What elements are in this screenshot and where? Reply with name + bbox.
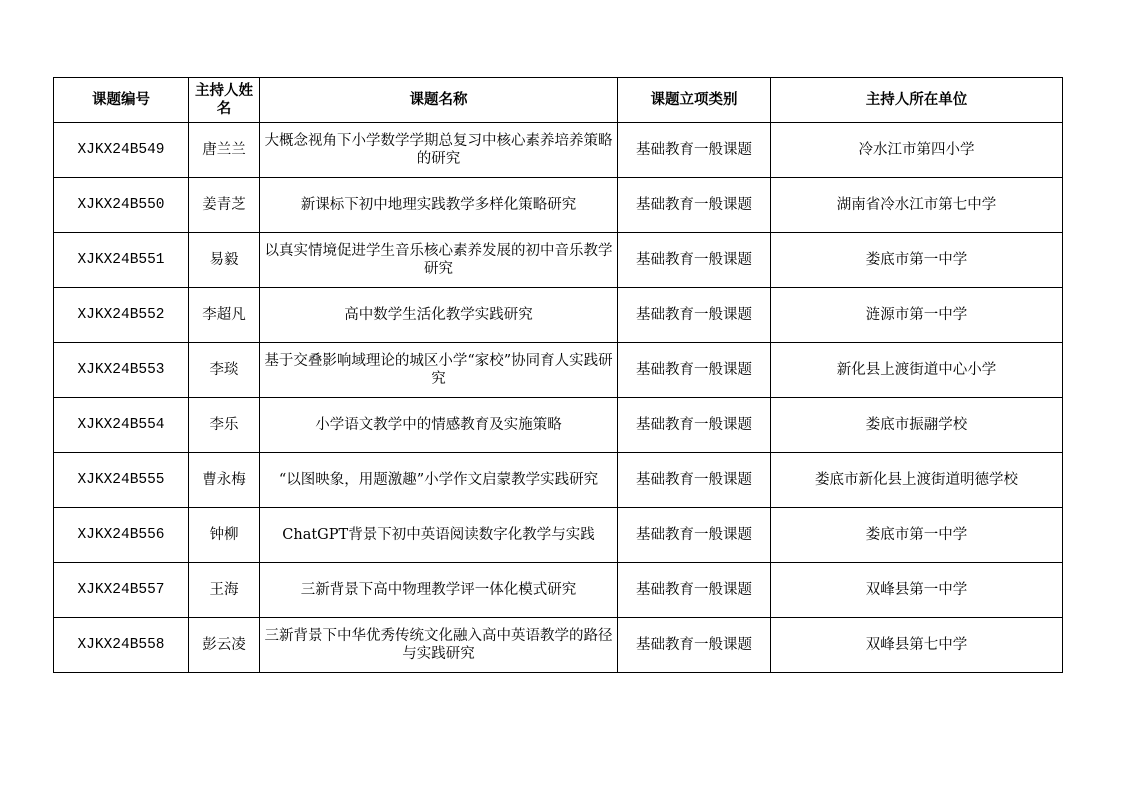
cell-host: 钟柳 [189,508,260,563]
cell-unit: 娄底市第一中学 [771,233,1063,288]
header-category: 课题立项类别 [618,78,771,123]
table-row [54,343,1063,398]
cell-host: 彭云凌 [189,618,260,673]
cell-category: 基础教育一般课题 [618,453,771,508]
cell-category: 基础教育一般课题 [618,288,771,343]
cell-category: 基础教育一般课题 [618,178,771,233]
cell-host: 易毅 [189,233,260,288]
cell-category: 基础教育一般课题 [618,233,771,288]
table-row [54,618,1063,673]
cell-title: “以图映象，用题激趣”小学作文启蒙教学实践研究 [260,453,618,508]
table-row [54,288,1063,343]
table-row [54,178,1063,233]
cell-host: 王海 [189,563,260,618]
cell-category: 基础教育一般课题 [618,508,771,563]
cell-unit: 湖南省冷水江市第七中学 [771,178,1063,233]
header-unit: 主持人所在单位 [771,78,1063,123]
cell-title: 三新背景下中华优秀传统文化融入高中英语教学的路径与实践研究 [260,618,618,673]
cell-title: 小学语文教学中的情感教育及实施策略 [260,398,618,453]
table-row [54,123,1063,178]
table-row [54,508,1063,563]
header-row [54,78,1063,123]
cell-title: 以真实情境促进学生音乐核心素养发展的初中音乐教学研究 [260,233,618,288]
cell-code: XJKX24B558 [54,618,189,673]
cell-host: 曹永梅 [189,453,260,508]
cell-code: XJKX24B557 [54,563,189,618]
cell-code: XJKX24B554 [54,398,189,453]
cell-host: 李琰 [189,343,260,398]
project-table [53,77,1063,673]
cell-category: 基础教育一般课题 [618,618,771,673]
cell-title: ChatGPT背景下初中英语阅读数字化教学与实践 [260,508,618,563]
cell-unit: 新化县上渡街道中心小学 [771,343,1063,398]
cell-code: XJKX24B555 [54,453,189,508]
cell-code: XJKX24B556 [54,508,189,563]
table-row [54,563,1063,618]
cell-title: 高中数学生活化教学实践研究 [260,288,618,343]
cell-category: 基础教育一般课题 [618,398,771,453]
table-row [54,233,1063,288]
header-code: 课题编号 [54,78,189,123]
cell-category: 基础教育一般课题 [618,343,771,398]
cell-category: 基础教育一般课题 [618,563,771,618]
cell-unit: 娄底市新化县上渡街道明德学校 [771,453,1063,508]
cell-host: 姜青芝 [189,178,260,233]
table-row [54,453,1063,508]
cell-code: XJKX24B551 [54,233,189,288]
cell-title: 大概念视角下小学数学学期总复习中核心素养培养策略的研究 [260,123,618,178]
table-row [54,398,1063,453]
cell-unit: 娄底市振翮学校 [771,398,1063,453]
cell-title: 三新背景下高中物理教学评一体化模式研究 [260,563,618,618]
cell-category: 基础教育一般课题 [618,123,771,178]
cell-title: 新课标下初中地理实践教学多样化策略研究 [260,178,618,233]
header-host: 主持人姓名 [189,78,260,123]
header-title: 课题名称 [260,78,618,123]
cell-host: 李超凡 [189,288,260,343]
cell-code: XJKX24B553 [54,343,189,398]
cell-title: 基于交叠影响域理论的城区小学“家校”协同育人实践研究 [260,343,618,398]
cell-unit: 冷水江市第四小学 [771,123,1063,178]
cell-code: XJKX24B549 [54,123,189,178]
cell-unit: 娄底市第一中学 [771,508,1063,563]
cell-unit: 双峰县第一中学 [771,563,1063,618]
cell-code: XJKX24B552 [54,288,189,343]
cell-unit: 涟源市第一中学 [771,288,1063,343]
cell-host: 李乐 [189,398,260,453]
cell-host: 唐兰兰 [189,123,260,178]
cell-code: XJKX24B550 [54,178,189,233]
cell-unit: 双峰县第七中学 [771,618,1063,673]
